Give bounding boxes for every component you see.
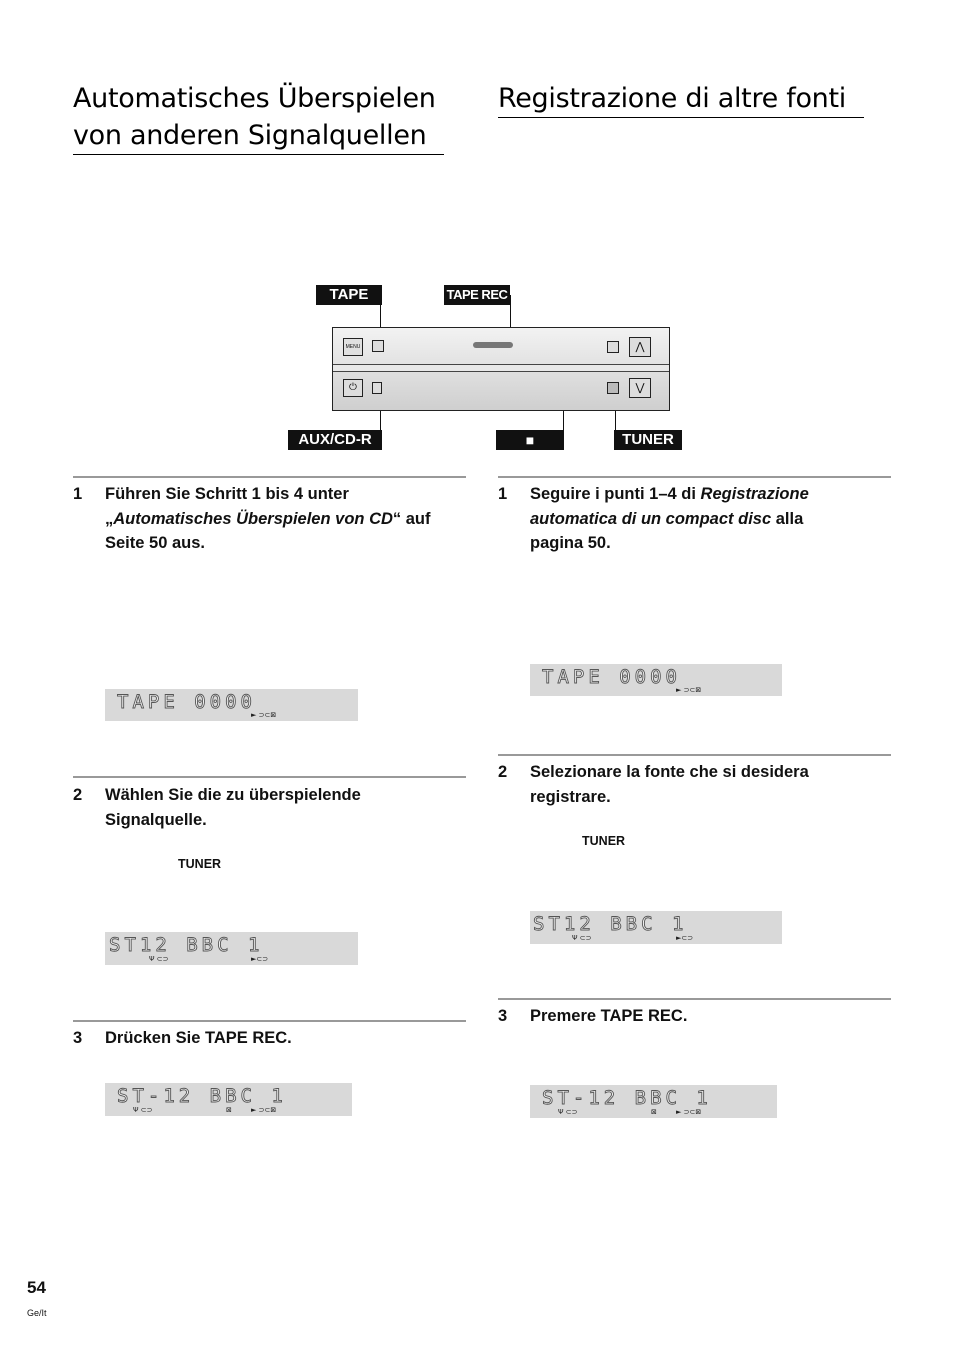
de-step-2: 2 Wählen Sie die zu überspielende Signalquelle. [73, 786, 361, 829]
aux-cdr-button[interactable] [372, 382, 382, 394]
power-button[interactable]: ⏻ [343, 379, 363, 397]
de-display-tuner-rec: ST-12 BBC 1 Ψ ⊂⊃ ⊠ ► ⊃⊂⊠ [105, 1083, 352, 1116]
it-display-tuner: ST12 BBC 1 Ψ ⊂⊃ ►⊂⊃ [530, 911, 782, 944]
heading-german-line1: Automatisches Überspielen [73, 83, 436, 114]
it-step-1: 1 Seguire i punti 1–4 di Registrazione automatica di un compact disc alla pagina 50. [498, 485, 809, 552]
de-display-tuner: ST12 BBC 1 Ψ ⊂⊃ ►⊂⊃ [105, 932, 358, 965]
tape-button[interactable] [372, 340, 384, 352]
tape-label: TAPE [316, 285, 382, 305]
rule-de-2 [73, 776, 466, 778]
aux-cdr-label: AUX/CD-R [288, 430, 382, 450]
rule-it-1 [498, 476, 891, 478]
de-tuner-button-label: TUNER [178, 857, 222, 871]
brand-logo [473, 342, 513, 348]
it-display-tuner-rec: ST-12 BBC 1 Ψ ⊂⊃ ⊠ ► ⊃⊂⊠ [530, 1085, 777, 1118]
page-number: 54 [27, 1278, 46, 1297]
heading-italian: Registrazione di altre fonti [498, 80, 898, 118]
tape-rec-label: TAPE REC [444, 285, 510, 305]
it-tuner-button-label: TUNER [582, 834, 626, 848]
display-button[interactable] [607, 341, 619, 353]
device-panel [332, 327, 670, 411]
device-diagram [285, 283, 685, 453]
it-step-3: 3 Premere TAPE REC. [498, 1007, 688, 1025]
device-strip [333, 364, 669, 372]
heading-german-line2: von anderen Signalquellen [73, 117, 444, 155]
tuner-button[interactable] [607, 382, 619, 394]
rule-de-1 [73, 476, 466, 478]
language-code: Ge/It [27, 1308, 47, 1318]
menu-button[interactable]: MENU [343, 338, 363, 356]
it-display-tape: TAPE 0000 ► ⊃⊂⊠ [530, 664, 782, 696]
rule-it-3 [498, 998, 891, 1000]
down-button[interactable]: ⋁ [629, 378, 651, 398]
tuner-label: TUNER [614, 430, 682, 450]
it-step-2: 2 Selezionare la fonte che si desidera registrare. [498, 763, 809, 806]
up-button[interactable]: ⋀ [629, 337, 651, 357]
de-display-tape: TAPE 0000 ► ⊃⊂⊠ [105, 689, 358, 721]
heading-german [73, 80, 473, 155]
rule-it-2 [498, 754, 891, 756]
de-step-1: 1 Führen Sie Schritt 1 bis 4 unter „Automatisches Überspielen von CD“ auf Seite 50 aus. [73, 485, 431, 552]
de-step-3: 3 Drücken Sie TAPE REC. [73, 1029, 292, 1047]
rule-de-3 [73, 1020, 466, 1022]
stop-label: ■ [496, 430, 564, 450]
